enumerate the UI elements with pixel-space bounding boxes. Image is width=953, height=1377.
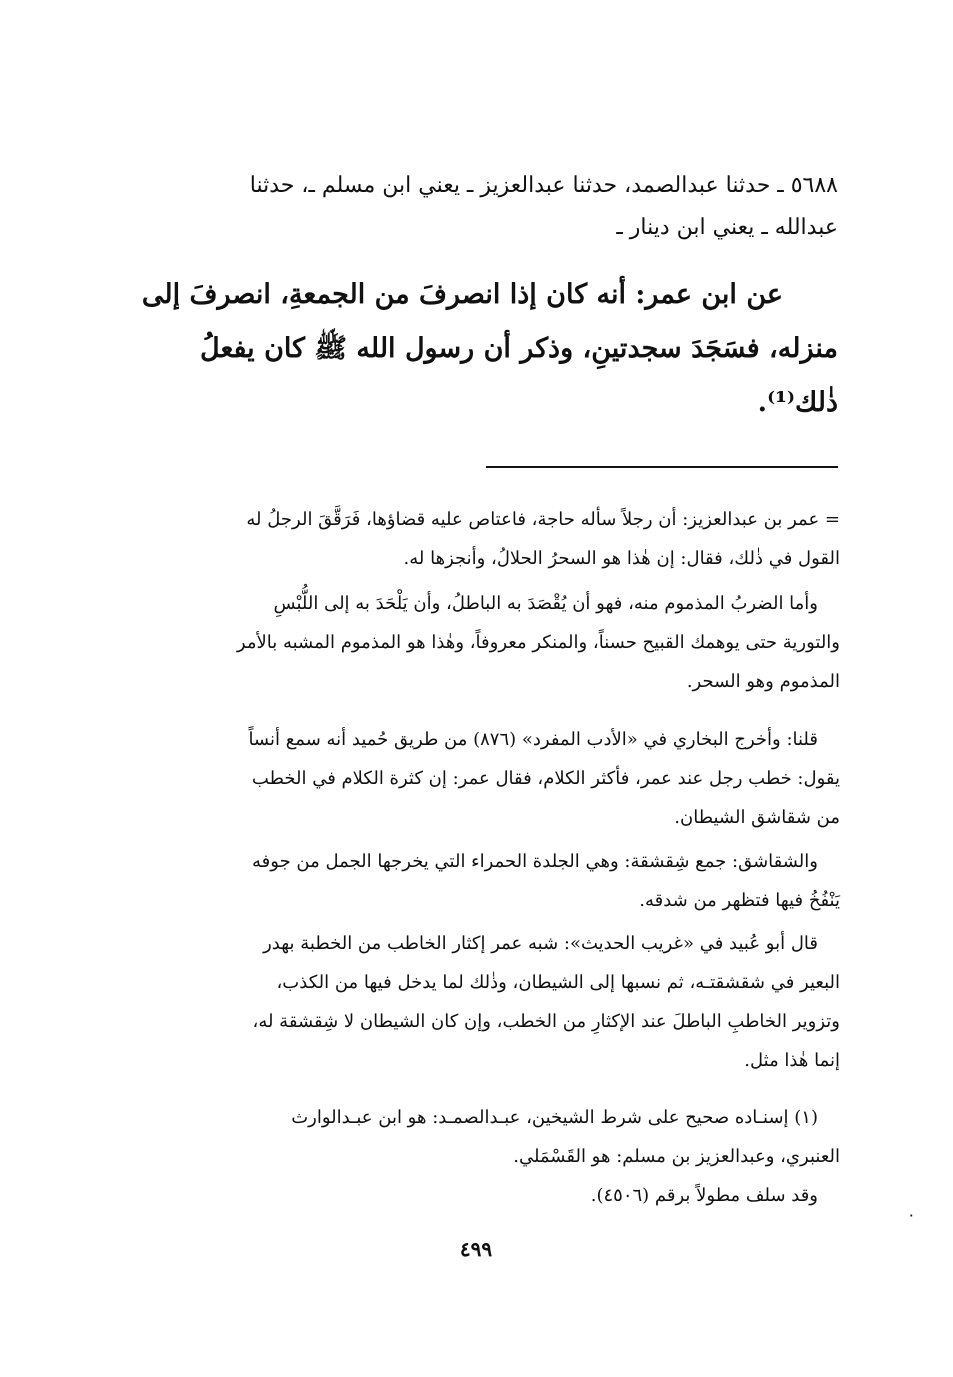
footnote-line: وتزوير الخاطبِ الباطلَ عند الإكثارِ من الخطب، وإن كان الشيطان لا شِقشقة له،: [252, 1011, 840, 1032]
footnote-paragraph: [148, 720, 840, 837]
hadith-isnad: [148, 165, 838, 249]
matn-line: عن ابن عمر: أنه كان إذا انصرفَ من الجمعةِ، انصرفَ إلى: [141, 279, 783, 310]
footnote-line: القول في ذٰلك، فقال: إن هٰذا هو السحرُ الحلالُ، وأنجزها له.: [403, 548, 840, 569]
footnote-paragraph: [148, 584, 840, 701]
footnote-line: والشقاشق: جمع شِقشقة: وهي الجلدة الحمراء التي يخرجها الجمل من جوفه: [252, 851, 818, 872]
margin-mark: ٠: [907, 1205, 916, 1224]
footnote-line: من شقاشق الشيطان.: [674, 807, 840, 828]
footnote-line: قلنا: وأخرج البخاري في «الأدب المفرد» (٨٧٦) من طريق حُميد أنه سمع أنساً: [248, 729, 818, 750]
footnote-continuation: [148, 500, 840, 578]
footnote-line: يقول: خطب رجل عند عمر، فأكثر الكلام، فقال عمر: إن كثرة الكلام في الخطب: [251, 768, 840, 789]
footnote-line: المذموم وهو السحر.: [686, 671, 840, 692]
isnad-line: ٥٦٨٨ ـ حدثنا عبدالصمد، حدثنا عبدالعزيز ـ يعني ابن مسلم ـ، حدثنا: [249, 173, 838, 198]
footnote-1: [148, 1098, 840, 1215]
matn-line: ذٰلك⁽¹⁾.: [757, 387, 838, 418]
matn-line: منزله، فسَجَدَ سجدتينِ، وذكر أن رسول الله ﷺ كان يفعلُ: [200, 333, 838, 364]
footnote-line: البعير في شقشقتـه، ثم نسبها إلى الشيطان، وذٰلك لما يدخل فيها من الكذب،: [276, 972, 840, 993]
page-number: ٤٩٩: [459, 1237, 493, 1261]
footnote-line: يَنْفُخُ فيها فتظهر من شدقه.: [639, 890, 840, 911]
footnote-line: (١) إسنـاده صحيح على شرط الشيخين، عبـدالصمـد: هو ابن عبـدالوارث: [291, 1107, 818, 1128]
footnote-line: إنما هٰذا مثل.: [744, 1050, 840, 1071]
footnote-line: وأما الضربُ المذموم منه، فهو أن يُقْصَدَ به الباطلُ، وأن يَلْحَدَ به إلى اللُّبْسِ: [273, 593, 818, 614]
footnote-separator: [486, 466, 838, 468]
isnad-line: عبدالله ـ يعني ابن دينار ـ: [616, 215, 838, 240]
footnote-paragraph: [148, 924, 840, 1080]
footnote-line: والتورية حتى يوهمك القبيح حسناً، والمنكر معروفاً، وهٰذا هو المذموم المشبه بالأمر: [236, 632, 840, 653]
hadith-matn: [141, 268, 838, 430]
footnote-line: وقد سلف مطولاً برقم (٤٥٠٦).: [590, 1185, 818, 1206]
footnote-line: قال أبو عُبيد في «غريب الحديث»: شبه عمر إكثار الخاطب من الخطبة بهدر: [263, 933, 818, 954]
footnote-paragraph: [148, 842, 840, 920]
footnote-line: = عمر بن عبدالعزيز: أن رجلاً سأله حاجة، فاعتاص عليه قضاؤها، فَرَقَّقَ الرجلُ له: [246, 509, 840, 530]
footnote-line: العنبري، وعبدالعزيز بن مسلم: هو القَسْمَلي.: [513, 1146, 840, 1167]
